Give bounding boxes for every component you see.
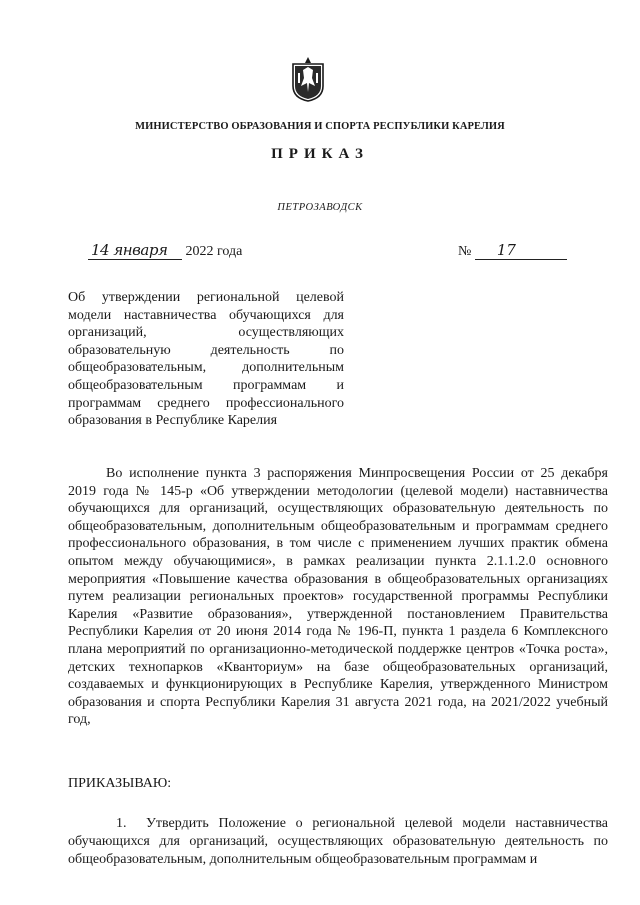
handwritten-date: 14 января [88,241,182,260]
date-year: 2022 года [185,244,243,259]
document-number [458,241,567,260]
handwritten-number: 17 [475,241,567,260]
karelia-coat-of-arms-icon [290,56,326,102]
order-item-1 [68,815,608,868]
ministry-name: МИНИСТЕРСТВО ОБРАЗОВАНИЯ И СПОРТА РЕСПУБЛИКИ КАРЕЛИЯ [135,121,505,132]
preamble [68,465,608,729]
document-type-title: ПРИКАЗ [271,146,369,162]
item-number: 1. [116,816,127,831]
order-subject: Об утверждении региональной целевой модели наставничества обучающихся для организаций, осуществляющих образовательную деятельность по общеобразовательным, дополнительным общеобразовательным программам и программам среднего профессионального образования в Республике Карелия [68,290,344,429]
item-text: Утвердить Положение о региональной целевой модели наставничества обучающихся для организаций, осуществляющих образовательную деятельность по общеобразовательным, дополнительным общеобразовательным программам и [68,816,608,867]
city-name: ПЕТРОЗАВОДСК [277,202,363,213]
preamble-text: Во исполнение пункта 3 распоряжения Минпросвещения России от 25 декабря 2019 года № 145-р «Об утверждении методологии (целевой модели) наставничества обучающихся для организаций, осуществляющих образовательную деятельность по общеобразовательным, дополнительным общеобразовательным и программам среднего профессионального образования, в том числе с применением лучших практик обмена опытом между обучающимися», в рамках реализации пункта 2.1.1.2.0 основного мероприятия «Повышение качества образования в общеобразовательных организациях путем реализации региональных проектов» государственной программы Республики Карелия «Развитие образования», утвержденной постановлением Правительства Республики Карелия от 20 июня 2014 года № 196-П, пункта 1 раздела 6 Комплексного плана мероприятий по организационно-методической поддержке центров «Точка роста», детских технопарков «Кванториум» на базе общеобразовательных организаций, создаваемых и функционирующих в Республике Карелия, утвержденного Министром образования и спорта Республики Карелия 31 августа 2021 года, на 2021/2022 учебный год, [68,466,608,728]
number-sign: № [458,244,472,259]
decree-word: ПРИКАЗЫВАЮ: [68,776,172,791]
document-date [88,241,242,260]
